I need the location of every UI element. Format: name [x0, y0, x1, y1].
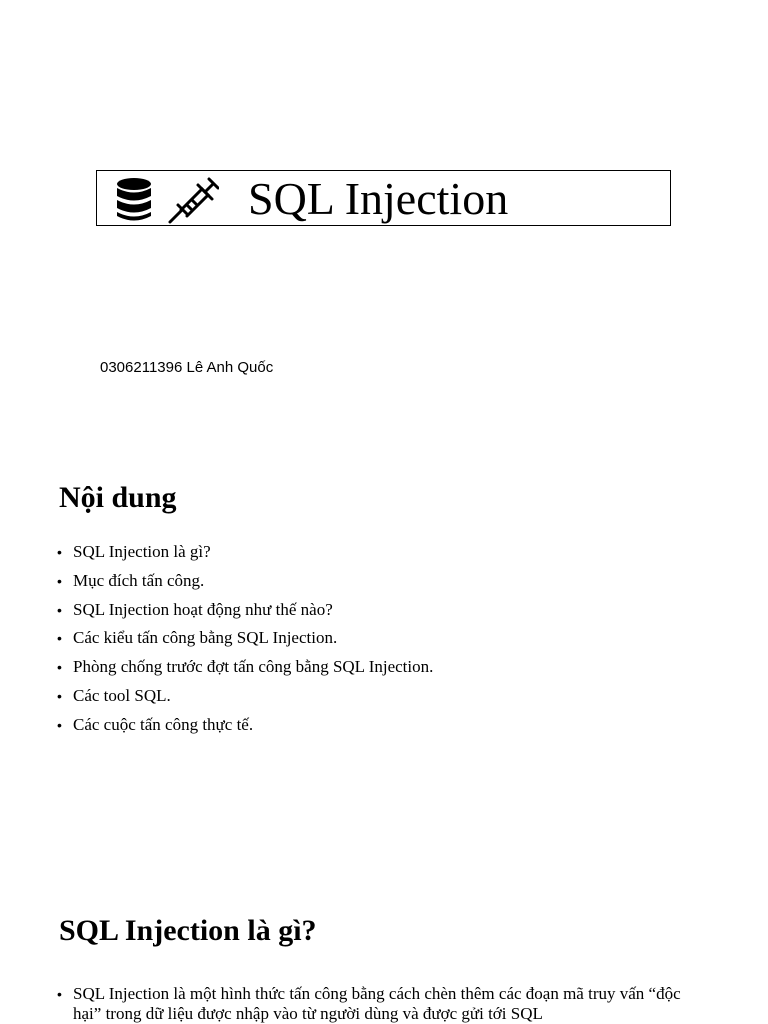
toc-item: • SQL Injection hoạt động như thế nào? — [57, 599, 433, 628]
title-box — [96, 170, 671, 226]
author-line: 0306211396 Lê Anh Quốc — [100, 359, 274, 376]
toc-heading: Nội dung — [59, 481, 177, 514]
toc-item: • Mục đích tấn công. — [57, 570, 433, 599]
section-heading: SQL Injection là gì? — [59, 914, 317, 947]
toc-item: • Các cuộc tấn công thực tế. — [57, 714, 433, 743]
section-list — [57, 984, 697, 1024]
toc-item: • Các kiểu tấn công bằng SQL Injection. — [57, 627, 433, 656]
syringe-icon — [167, 175, 219, 225]
section-item: • SQL Injection là một hình thức tấn công bằng cách chèn thêm các đoạn mã truy vấn “độc hại” trong dữ liệu được nhập vào từ người dùng và được gửi tới SQL — [57, 984, 697, 1024]
toc-item: • Các tool SQL. — [57, 685, 433, 714]
toc-item: • Phòng chống trước đợt tấn công bằng SQL Injection. — [57, 656, 433, 685]
database-icon — [115, 177, 153, 223]
toc-list — [57, 541, 433, 743]
toc-item: • SQL Injection là gì? — [57, 541, 433, 570]
slide-title: SQL Injection — [248, 173, 509, 224]
